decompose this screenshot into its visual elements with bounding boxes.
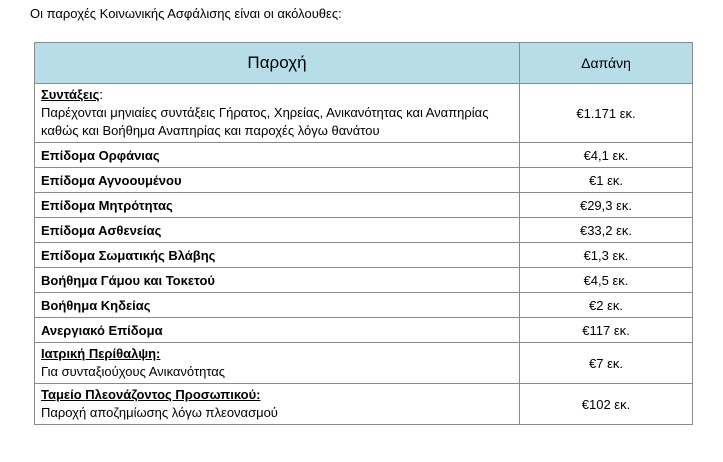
table-row <box>35 193 693 218</box>
benefit-cost: €29,3 εκ. <box>520 193 693 218</box>
medical-detail: Για συνταξιούχους Ανικανότητας <box>41 364 226 379</box>
benefit-cost: €2 εκ. <box>520 293 693 318</box>
benefits-table <box>34 42 693 425</box>
fund-cost: €102 εκ. <box>520 384 693 425</box>
benefit-name: Επίδομα Ασθενείας <box>35 218 520 243</box>
pensions-cost: €1.171 εκ. <box>520 84 693 143</box>
fund-title: Ταμείο Πλεονάζοντος Προσωπικού: <box>41 387 261 402</box>
table-row <box>35 384 693 425</box>
benefit-name: Βοήθημα Γάμου και Τοκετού <box>35 268 520 293</box>
benefit-cost: €1,3 εκ. <box>520 243 693 268</box>
table-row <box>35 318 693 343</box>
benefit-name: Επίδομα Μητρότητας <box>35 193 520 218</box>
benefit-cost: €4,5 εκ. <box>520 268 693 293</box>
table-row <box>35 293 693 318</box>
table-row <box>35 343 693 384</box>
fund-detail: Παροχή αποζημίωσης λόγω πλεονασμού <box>41 405 278 420</box>
benefit-name: Βοήθημα Κηδείας <box>35 293 520 318</box>
table-row <box>35 84 693 143</box>
fund-cell <box>35 384 520 425</box>
table-row <box>35 218 693 243</box>
benefit-name: Επίδομα Σωματικής Βλάβης <box>35 243 520 268</box>
benefit-name: Ανεργιακό Επίδομα <box>35 318 520 343</box>
table-header-row <box>35 43 693 84</box>
table-row <box>35 243 693 268</box>
medical-cost: €7 εκ. <box>520 343 693 384</box>
table-row <box>35 143 693 168</box>
benefit-cost: €33,2 εκ. <box>520 218 693 243</box>
pensions-colon: : <box>99 87 103 102</box>
benefit-name: Επίδομα Αγνοουμένου <box>35 168 520 193</box>
medical-title: Ιατρική Περίθαλψη: <box>41 346 161 361</box>
benefit-cost: €117 εκ. <box>520 318 693 343</box>
medical-cell <box>35 343 520 384</box>
header-benefit: Παροχή <box>35 43 520 84</box>
pensions-cell <box>35 84 520 143</box>
header-cost: Δαπάνη <box>520 43 693 84</box>
benefit-cost: €4,1 εκ. <box>520 143 693 168</box>
table-row <box>35 268 693 293</box>
table-row <box>35 168 693 193</box>
benefit-name: Επίδομα Ορφάνιας <box>35 143 520 168</box>
benefit-cost: €1 εκ. <box>520 168 693 193</box>
pensions-title: Συντάξεις <box>41 87 100 102</box>
intro-text: Οι παροχές Κοινωνικής Ασφάλισης είναι οι ακόλουθες: <box>30 6 342 21</box>
pensions-detail: Παρέχονται μηνιαίες συντάξεις Γήρατος, Χηρείας, Ανικανότητας και Αναπηρίας καθώς και Βοήθημα Αναπηρίας και παροχές λόγω θανάτου <box>41 105 489 138</box>
